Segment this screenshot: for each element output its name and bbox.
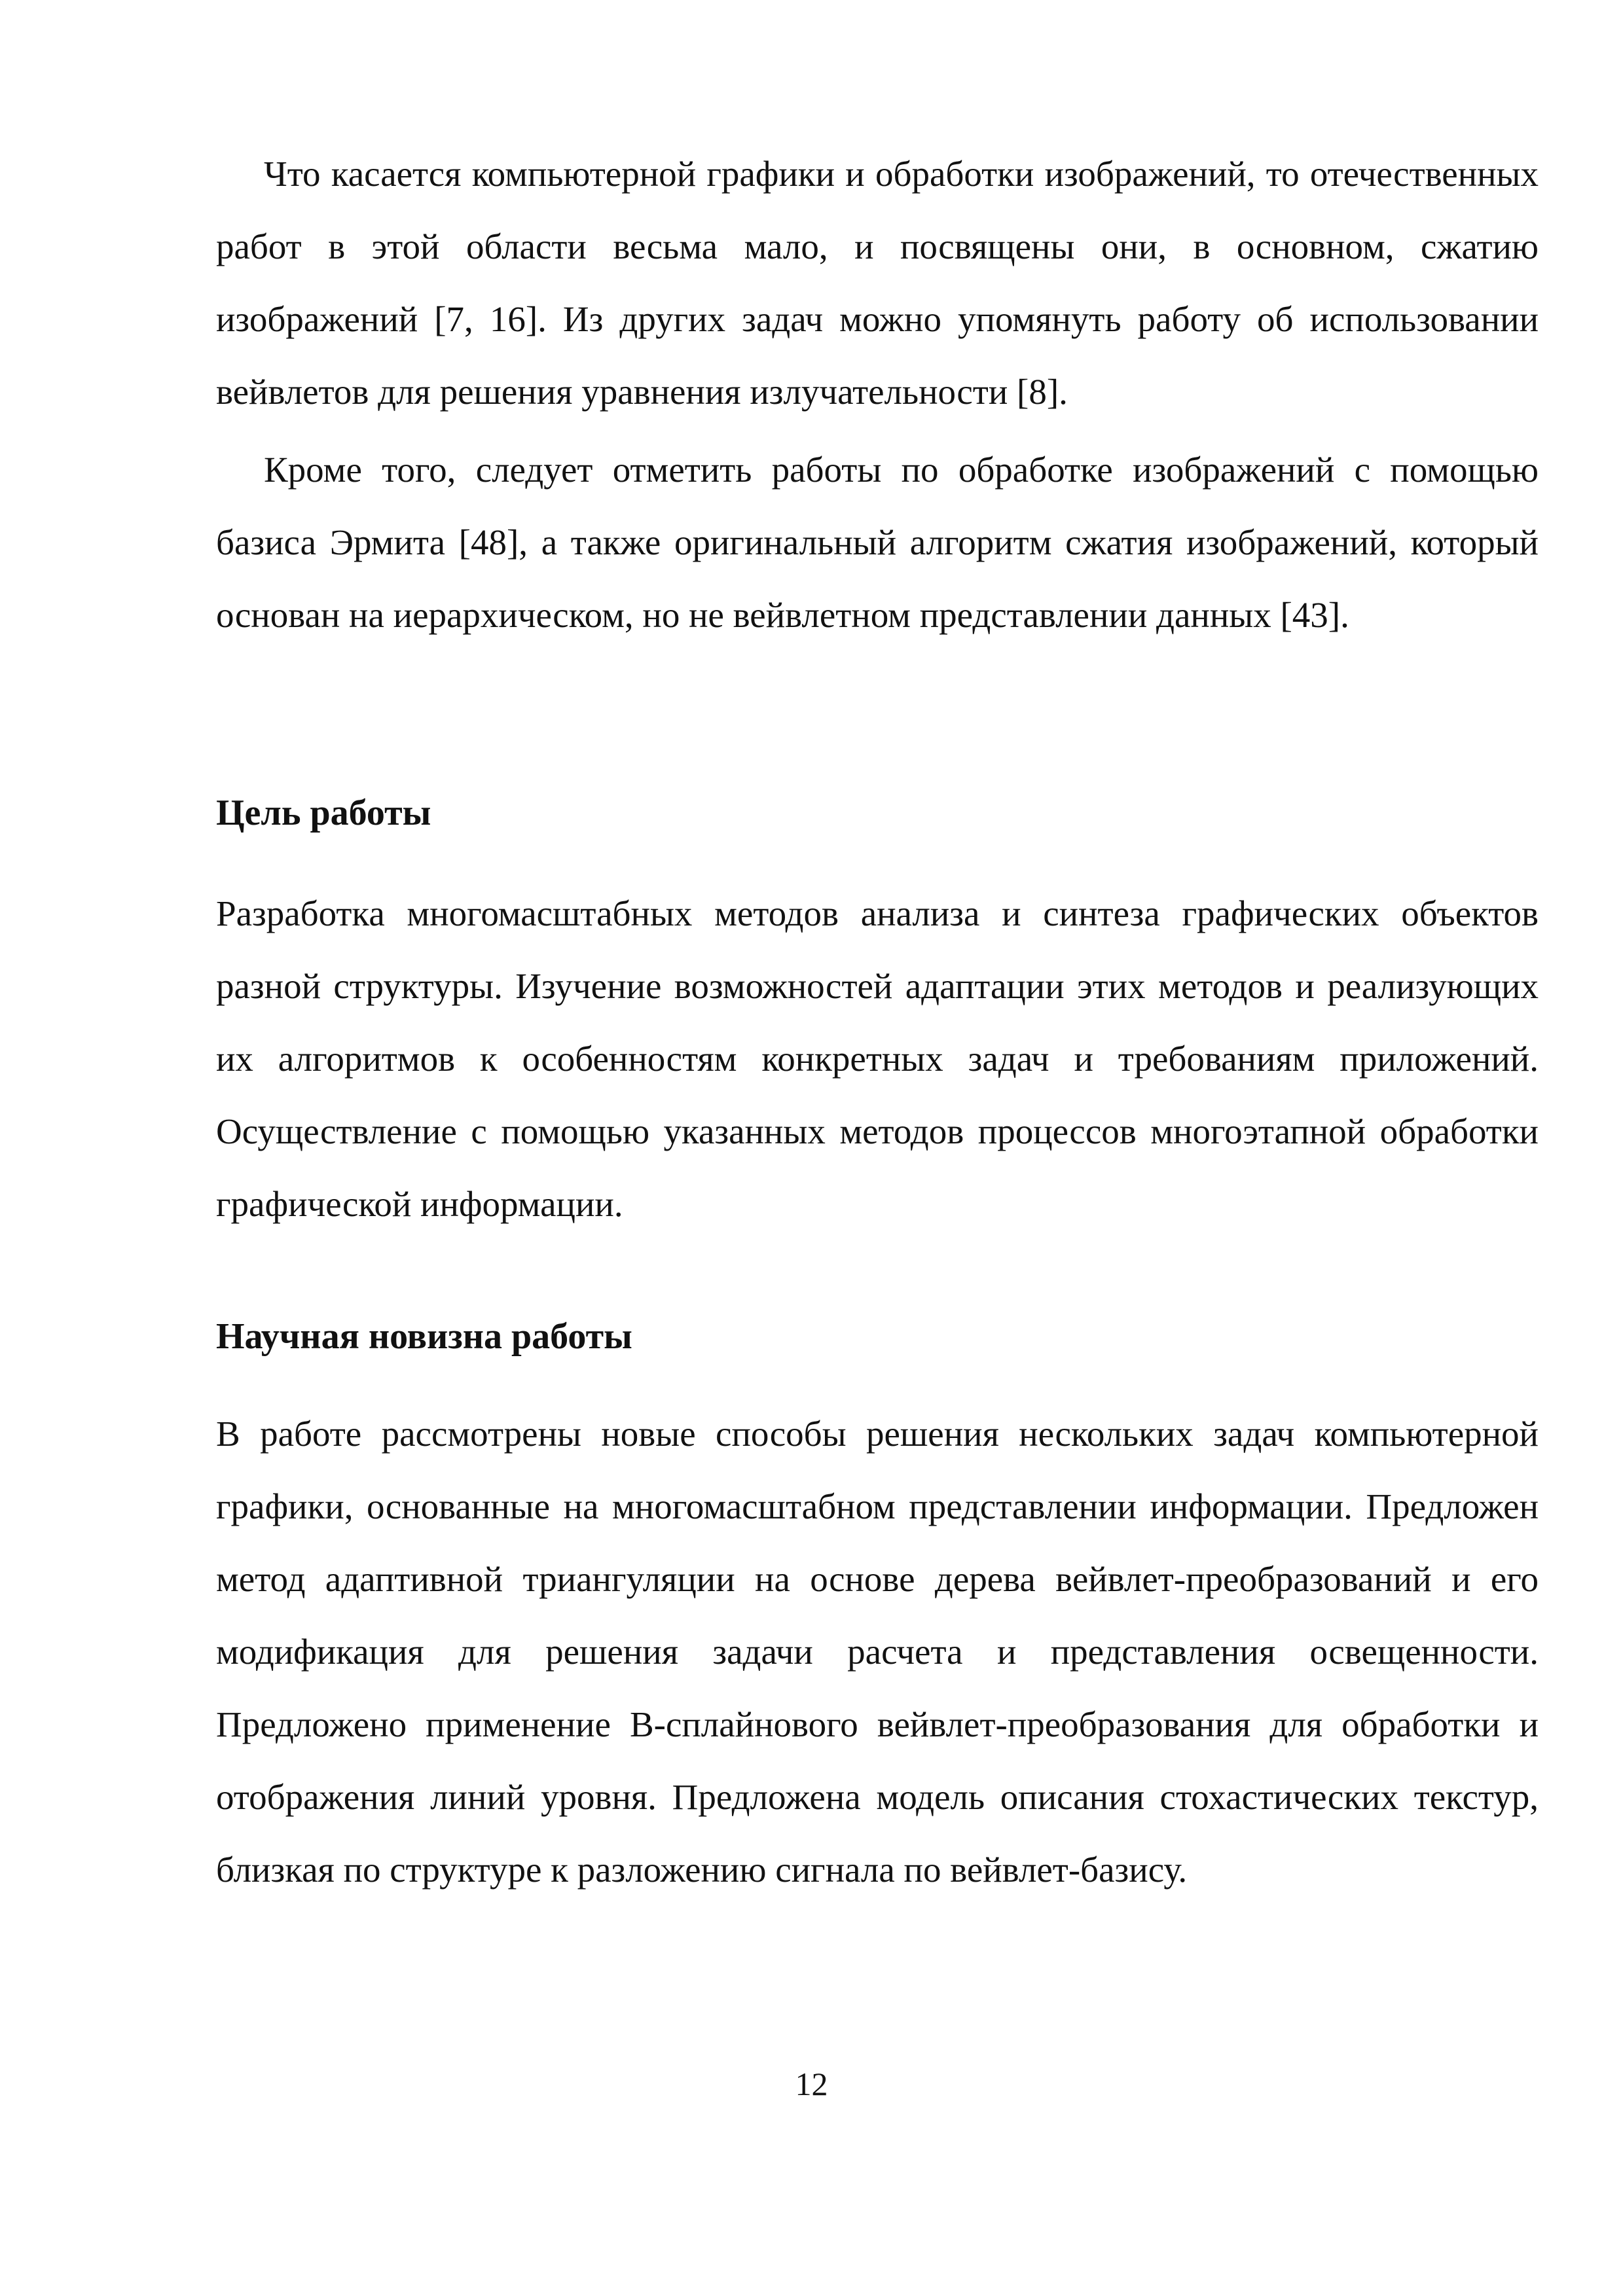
section-heading-goal: Цель работы — [216, 793, 431, 833]
paragraph-novelty: В работе рассмотрены новые способы решения нескольких задач компьютерной графики, основанные на многомасштабном представлении информации. Предложен метод адаптивной триангуляции на основе дерева вейвлет-преобразований и его модификация для решения задачи расчета и представления освещенности. Предложено применение B-сплайнового вейвлет-преобразования для обработки и отображения линий уровня. Предложена модель описания стохастических текстур, близкая по структуре к разложению сигнала по вейвлет-базису. — [216, 1414, 1539, 1890]
section-heading-novelty: Научная новизна работы — [216, 1316, 632, 1357]
page-number: 12 — [795, 2066, 828, 2102]
paragraph-hermite-basis: Кроме того, следует отметить работы по обработке изображений с помощью базиса Эрмита [48], а также оригинальный алгоритм сжатия изображений, который основан на иерархическом, но не вейвлетном представлении данных [43]. — [216, 450, 1539, 635]
paragraph-graphics-overview: Что касается компьютерной графики и обработки изображений, то отечественных работ в этой области весьма мало, и посвящены они, в основном, сжатию изображений [7, 16]. Из других задач можно упомянуть работу об использовании вейвлетов для решения уравнения излучательности [8]. — [216, 154, 1539, 412]
paragraph-goal: Разработка многомасштабных методов анализа и синтеза графических объектов разной структуры. Изучение возможностей адаптации этих методов и реализующих их алгоритмов к особенностям конкретных задач и требованиям приложений. Осуществление с помощью указанных методов процессов многоэтапной обработки графической информации. — [216, 893, 1539, 1224]
